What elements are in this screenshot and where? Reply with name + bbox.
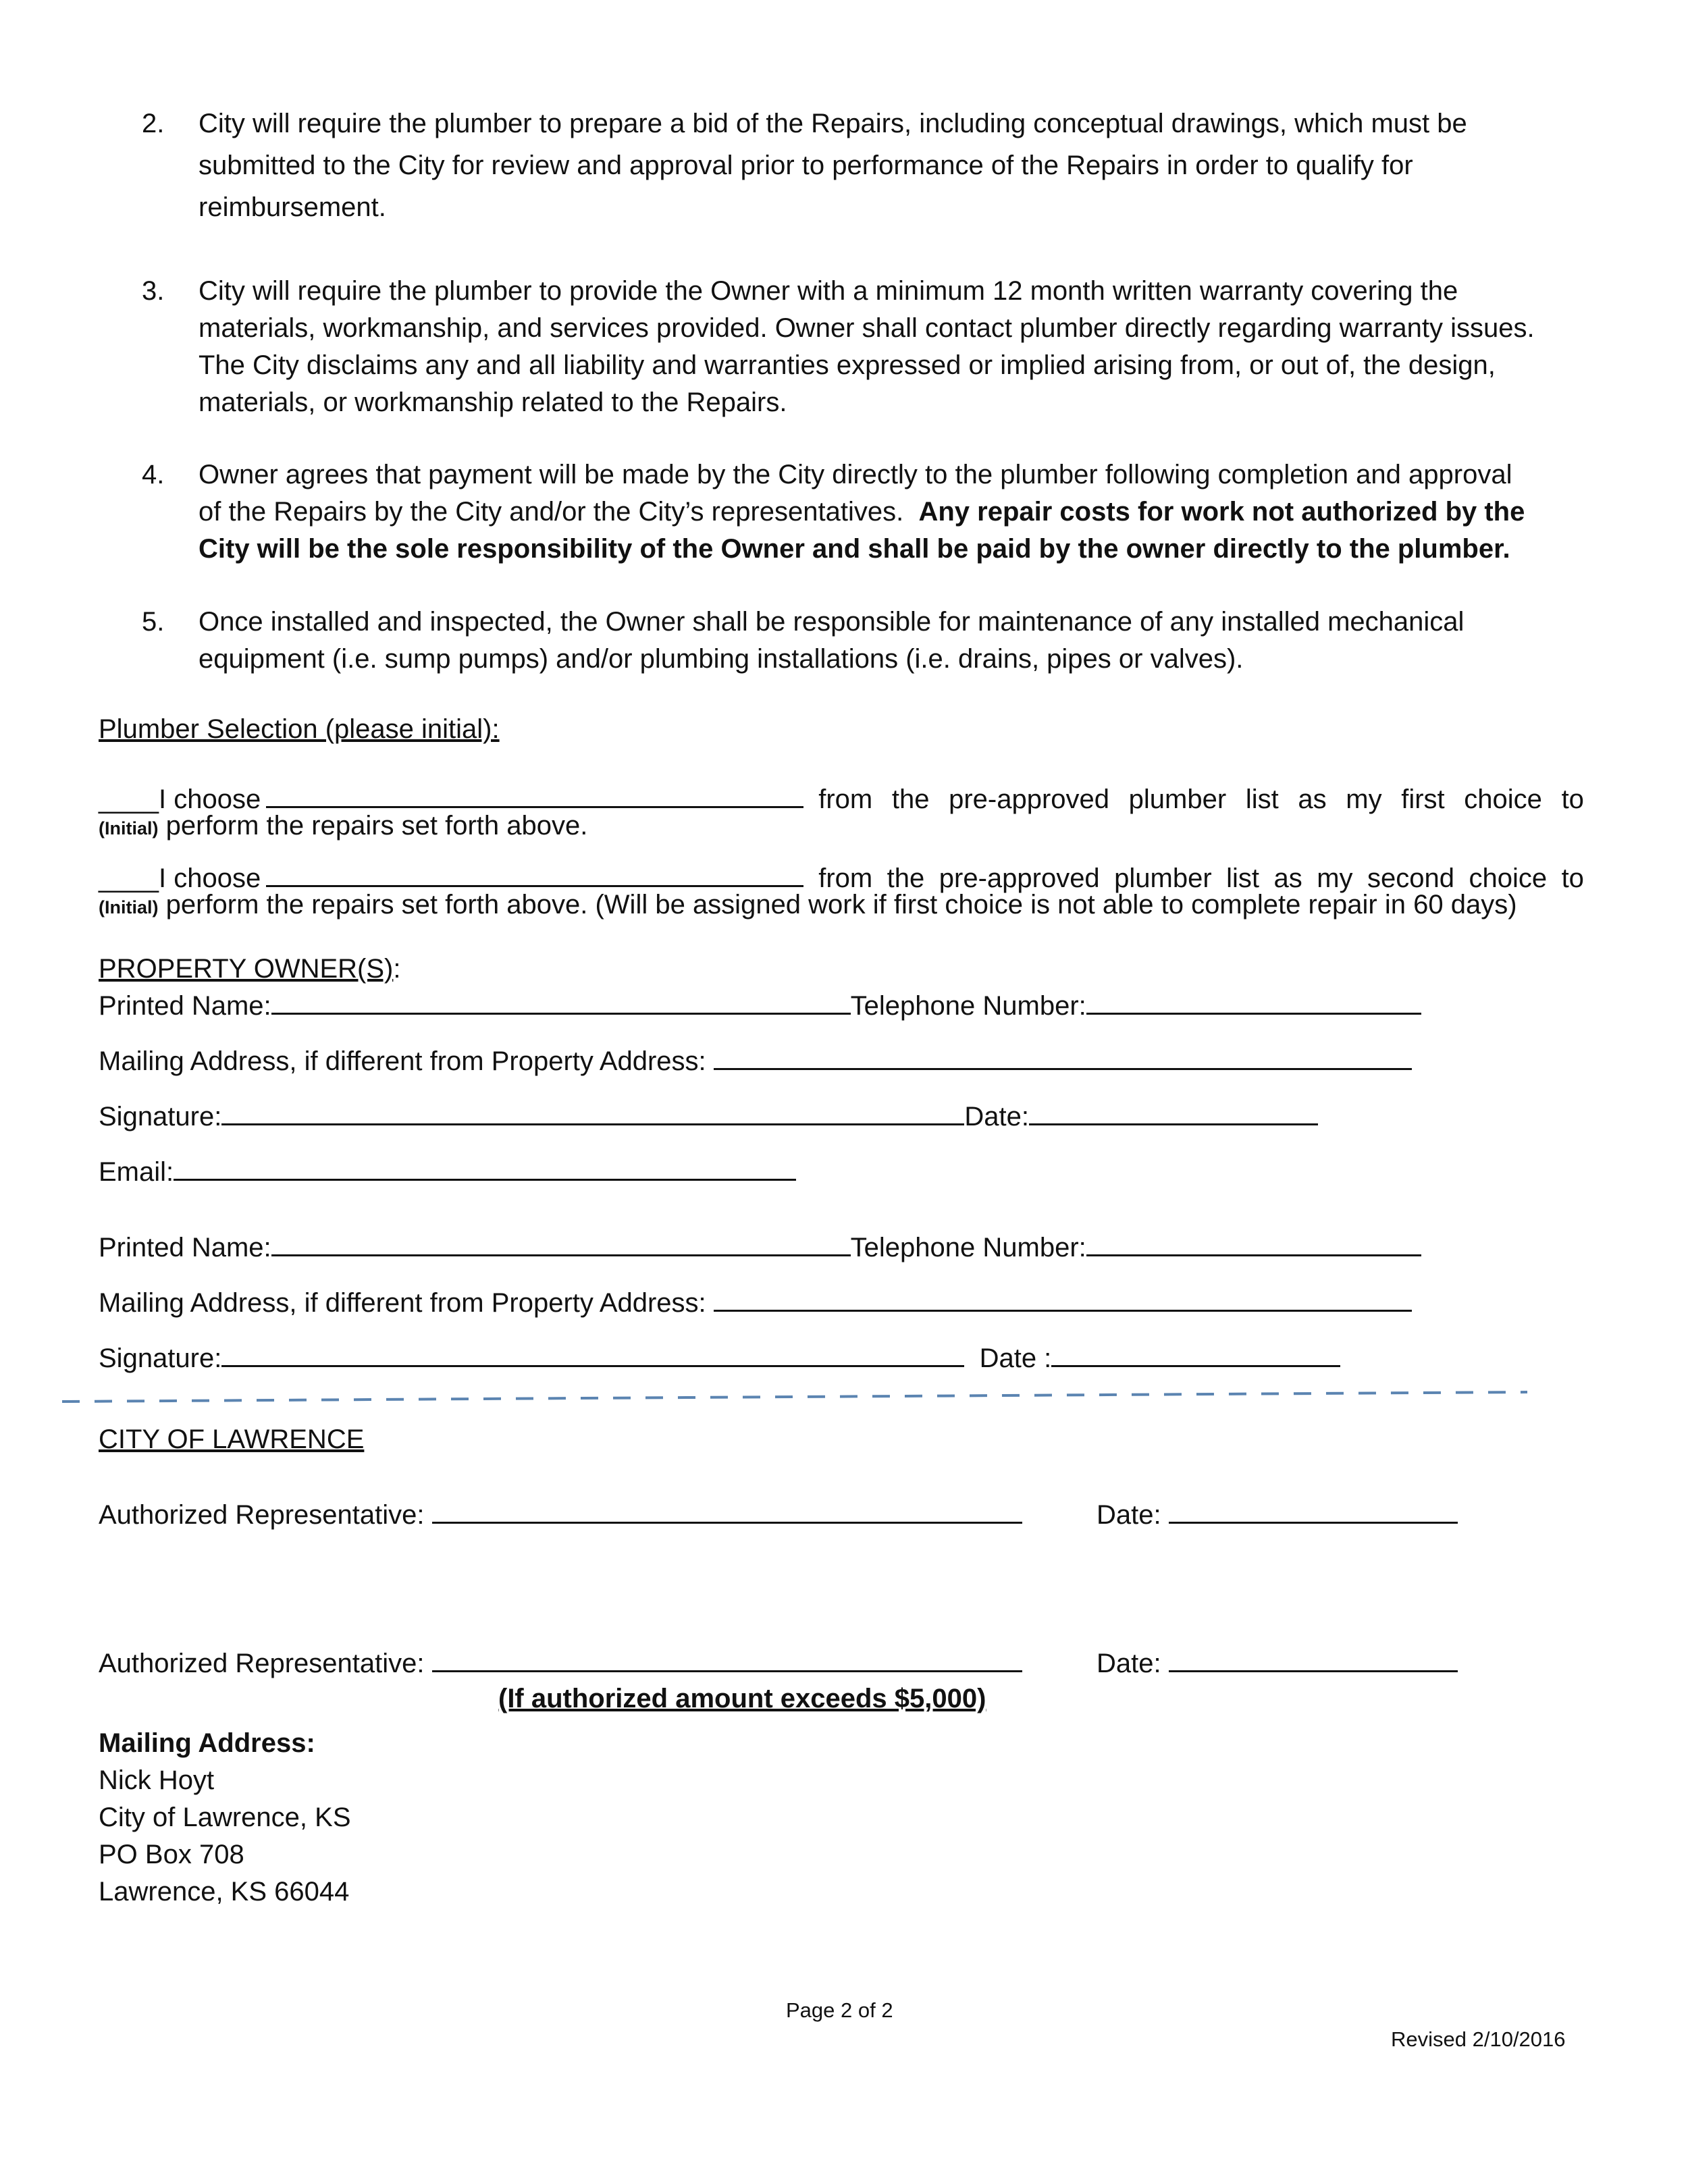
plumber-selection-heading: Plumber Selection (please initial): [99,714,500,744]
item-number: 2. [142,109,165,138]
signature-field[interactable] [221,1100,964,1125]
auth-rep-field[interactable] [432,1499,1022,1524]
owner2-mailing-row [99,1287,1412,1321]
choice-suffix-word: my [1346,784,1382,814]
choice-suffix-word: plumber [1128,784,1227,814]
item-text-line: materials, workmanship, and services provided. Owner shall contact plumber directly regarding warranty issues. [199,313,1535,343]
initial-label: (Initial) [99,818,159,838]
date-field[interactable] [1051,1342,1340,1367]
date-field[interactable] [1169,1499,1458,1524]
choice-suffix-word: list [1245,784,1279,814]
item-text-line: Once installed and inspected, the Owner shall be responsible for maintenance of any installed mechanical [199,607,1465,637]
item-text-bold: City will be the sole responsibility of the Owner and shall be paid by the owner directly to the plumber. [199,534,1510,564]
mailing-address-block [99,1725,351,1911]
owner1-name-row [99,990,1421,1023]
mailing-label: Mailing Address, if different from Property Address: [99,1046,706,1076]
item-text-line: submitted to the City for review and approval prior to performance of the Repairs in order to qualify for [199,151,1413,180]
owner2-signature-row [99,1342,1340,1376]
choice-suffix-word: from [818,784,873,814]
city-heading: CITY OF LAWRENCE [99,1424,365,1454]
choice-suffix-word: first [1401,784,1445,814]
choice-suffix-word: plumber [1114,863,1212,893]
choice-suffix-word: choice [1464,784,1542,814]
address-line: Nick Hoyt [99,1765,215,1795]
item-text-line: reimbursement. [199,192,386,222]
item-text-line: City will require the plumber to prepare a bid of the Repairs, including conceptual drawings, which must be [199,109,1467,138]
choice-suffix-word: as [1298,784,1327,814]
item-text-line: City will require the plumber to provide the Owner with a minimum 12 month written warranty covering the [199,276,1458,306]
mailing-field[interactable] [714,1045,1412,1070]
owner1-email-row [99,1156,796,1190]
date-label: Date: [1097,1500,1161,1530]
choice-suffix-word: the [887,863,925,893]
mailing-field[interactable] [714,1287,1412,1312]
date-label: Date : [979,1343,1052,1373]
telephone-label: Telephone Number: [850,1233,1086,1262]
city-rep1-row [99,1499,1022,1533]
signature-label: Signature: [99,1102,222,1131]
revision-date: Revised 2/10/2016 [1391,2027,1566,2051]
date-field[interactable] [1169,1647,1458,1672]
item-text-line: Owner agrees that payment will be made by the City directly to the plumber following completion and approval [199,460,1512,489]
date-label: Date: [1097,1649,1161,1678]
printed-name-label: Printed Name: [99,991,271,1021]
plumber-choice-first [99,783,1584,841]
owner1-signature-row [99,1100,1318,1134]
printed-name-field[interactable] [271,1231,851,1256]
mailing-label: Mailing Address, if different from Property Address: [99,1288,706,1318]
item-text-line: materials, or workmanship related to the Repairs. [199,388,787,417]
initial-label: (Initial) [99,897,159,917]
city-rep2-row [99,1647,1022,1681]
telephone-field[interactable] [1086,990,1421,1015]
choice-suffix-word: list [1226,863,1260,893]
item-text-bold: Any repair costs for work not authorized by the [918,497,1525,527]
plumber-name-field[interactable] [266,862,803,887]
item-number: 5. [142,607,165,637]
choice-continuation: perform the repairs set forth above. (Will be assigned work if first choice is not able to complete repair in 60 days) [165,890,1517,920]
email-label: Email: [99,1157,174,1187]
auth-rep-label: Authorized Representative: [99,1500,425,1530]
cut-line [62,1391,1527,1404]
item-number: 3. [142,276,165,306]
list-item [142,273,1584,421]
choice-suffix-word: pre-approved [939,863,1100,893]
choice-suffix-word: second [1367,863,1454,893]
choice-prefix: ____I choose [99,863,261,893]
address-line: Lawrence, KS 66044 [99,1877,350,1907]
email-field[interactable] [174,1156,796,1181]
choice-suffix-word: the [891,784,930,814]
plumber-name-field[interactable] [266,783,803,808]
choice-suffix-word: choice [1469,863,1548,893]
list-item [142,456,1584,568]
telephone-label: Telephone Number: [850,991,1086,1021]
item-text-line [199,494,1584,531]
printed-name-field[interactable] [271,990,851,1015]
list-item [142,604,1584,678]
item-text-line: equipment (i.e. sump pumps) and/or plumbing installations (i.e. drains, pipes or valves). [199,644,1244,674]
choice-suffix-word: my [1317,863,1353,893]
item-number: 4. [142,460,165,489]
choice-suffix-word: to [1561,784,1584,814]
choice-suffix-word: to [1561,863,1584,893]
signature-label: Signature: [99,1343,222,1373]
owner2-name-row [99,1231,1421,1265]
choice-suffix [818,784,1584,815]
printed-name-label: Printed Name: [99,1233,271,1262]
item-text-line: The City disclaims any and all liability and warranties expressed or implied arising from, or out of, the design, [199,350,1496,380]
auth-rep-label: Authorized Representative: [99,1649,425,1678]
date-field[interactable] [1029,1100,1318,1125]
item-text-line [199,531,1584,568]
authorization-note: (If authorized amount exceeds $5,000) [498,1684,986,1713]
address-line: City of Lawrence, KS [99,1803,351,1832]
list-item [142,103,1584,228]
choice-prefix: ____I choose [99,784,261,814]
auth-rep-field[interactable] [432,1647,1022,1672]
date-label: Date: [964,1102,1029,1131]
city-date1-row [1097,1499,1458,1533]
choice-suffix-word: pre-approved [949,784,1110,814]
choice-suffix-word: as [1273,863,1302,893]
address-line: PO Box 708 [99,1840,244,1869]
owner1-mailing-row [99,1045,1412,1079]
choice-suffix-word: from [818,863,873,893]
telephone-field[interactable] [1086,1231,1421,1256]
plumber-choice-second [99,862,1584,920]
city-date2-row [1097,1647,1458,1681]
choice-continuation: perform the repairs set forth above. [165,811,588,841]
item-text-plain: of the Repairs by the City and/or the City’s representatives. [199,497,904,527]
owner-heading: PROPERTY OWNER(S): [99,954,401,984]
page-number: Page 2 of 2 [786,1998,893,2022]
mailing-address-heading: Mailing Address: [99,1728,315,1758]
signature-field[interactable] [221,1342,964,1367]
